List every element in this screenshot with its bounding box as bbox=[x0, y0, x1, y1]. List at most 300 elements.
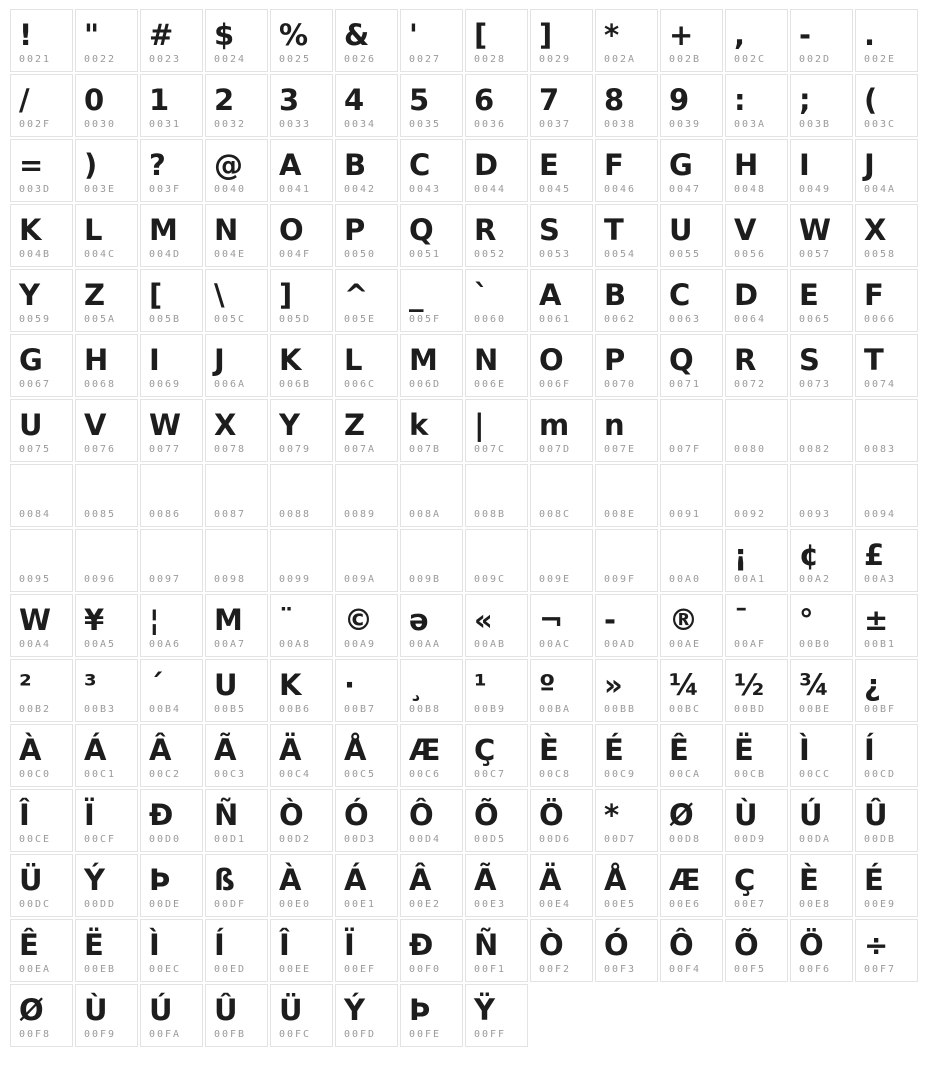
glyph: Ç bbox=[734, 863, 755, 897]
glyph: 9 bbox=[669, 83, 689, 117]
codepoint-label: 00FE bbox=[409, 1029, 442, 1040]
codepoint-label: 00CA bbox=[669, 769, 702, 780]
char-cell bbox=[205, 204, 268, 267]
glyph: Î bbox=[19, 798, 29, 832]
codepoint-label: 00D6 bbox=[539, 834, 572, 845]
glyph: Æ bbox=[409, 733, 440, 767]
glyph: Ý bbox=[84, 863, 104, 897]
char-cell bbox=[595, 919, 658, 982]
codepoint-label: 0051 bbox=[409, 249, 442, 260]
glyph: Ö bbox=[799, 928, 823, 962]
glyph: · bbox=[344, 668, 355, 702]
glyph: 7 bbox=[539, 83, 559, 117]
char-cell bbox=[660, 724, 723, 787]
codepoint-label: 00F1 bbox=[474, 964, 507, 975]
codepoint-label: 002A bbox=[604, 54, 637, 65]
glyph: Ö bbox=[539, 798, 563, 832]
glyph: Û bbox=[864, 798, 887, 832]
glyph: ] bbox=[279, 278, 292, 312]
char-cell bbox=[270, 74, 333, 137]
char-cell bbox=[595, 464, 658, 527]
glyph: % bbox=[279, 18, 308, 52]
codepoint-label: 0033 bbox=[279, 119, 312, 130]
char-cell bbox=[270, 854, 333, 917]
codepoint-label: 00C6 bbox=[409, 769, 442, 780]
char-cell bbox=[400, 204, 463, 267]
glyph: Ï bbox=[84, 798, 94, 832]
char-cell bbox=[855, 269, 918, 332]
codepoint-label: 003A bbox=[734, 119, 767, 130]
glyph: ! bbox=[19, 18, 32, 52]
glyph: ¾ bbox=[799, 668, 829, 702]
codepoint-label: 0099 bbox=[279, 574, 312, 585]
char-cell bbox=[790, 9, 853, 72]
codepoint-label: 0075 bbox=[19, 444, 52, 455]
glyph: S bbox=[799, 343, 819, 377]
char-cell bbox=[530, 334, 593, 397]
codepoint-label: 00DB bbox=[864, 834, 897, 845]
codepoint-label: 00C4 bbox=[279, 769, 312, 780]
codepoint-label: 002E bbox=[864, 54, 897, 65]
codepoint-label: 00D5 bbox=[474, 834, 507, 845]
char-cell bbox=[595, 594, 658, 657]
glyph: ´ bbox=[149, 668, 163, 702]
glyph: J bbox=[214, 343, 224, 377]
char-cell bbox=[270, 529, 333, 592]
glyph: C bbox=[409, 148, 430, 182]
char-cell bbox=[270, 269, 333, 332]
char-cell bbox=[790, 399, 853, 462]
char-cell bbox=[855, 659, 918, 722]
char-cell bbox=[140, 789, 203, 852]
char-cell bbox=[660, 854, 723, 917]
codepoint-label: 00F0 bbox=[409, 964, 442, 975]
char-cell bbox=[530, 594, 593, 657]
glyph: º bbox=[539, 668, 555, 702]
char-cell bbox=[10, 789, 73, 852]
char-cell bbox=[205, 919, 268, 982]
codepoint-label: 00C0 bbox=[19, 769, 52, 780]
glyph: O bbox=[539, 343, 563, 377]
codepoint-label: 00DF bbox=[214, 899, 247, 910]
char-cell bbox=[205, 594, 268, 657]
char-cell bbox=[465, 594, 528, 657]
char-cell bbox=[10, 659, 73, 722]
glyph: @ bbox=[214, 148, 242, 182]
glyph: Ò bbox=[279, 798, 303, 832]
char-cell bbox=[75, 594, 138, 657]
codepoint-label: 00A4 bbox=[19, 639, 52, 650]
glyph: * bbox=[604, 18, 619, 52]
char-cell bbox=[205, 984, 268, 1047]
glyph: Â bbox=[149, 733, 171, 767]
glyph: ¿ bbox=[864, 668, 880, 702]
glyph: U bbox=[19, 408, 42, 442]
char-cell bbox=[205, 529, 268, 592]
char-cell bbox=[140, 854, 203, 917]
glyph: , bbox=[734, 18, 745, 52]
codepoint-label: 00B3 bbox=[84, 704, 117, 715]
codepoint-label: 00AE bbox=[669, 639, 702, 650]
codepoint-label: 00CD bbox=[864, 769, 897, 780]
glyph: Ä bbox=[279, 733, 301, 767]
codepoint-label: 0056 bbox=[734, 249, 767, 260]
char-cell bbox=[725, 464, 788, 527]
codepoint-label: 0036 bbox=[474, 119, 507, 130]
char-cell bbox=[725, 139, 788, 202]
codepoint-label: 00C9 bbox=[604, 769, 637, 780]
codepoint-label: 00DC bbox=[19, 899, 52, 910]
codepoint-label: 00BA bbox=[539, 704, 572, 715]
codepoint-label: 0049 bbox=[799, 184, 832, 195]
char-cell bbox=[335, 139, 398, 202]
char-cell bbox=[400, 269, 463, 332]
glyph: I bbox=[149, 343, 159, 377]
char-cell bbox=[530, 919, 593, 982]
glyph: U bbox=[669, 213, 692, 247]
codepoint-label: 0045 bbox=[539, 184, 572, 195]
char-cell bbox=[270, 724, 333, 787]
char-cell bbox=[660, 919, 723, 982]
glyph: [ bbox=[474, 18, 487, 52]
codepoint-label: 00DA bbox=[799, 834, 832, 845]
codepoint-label: 00C8 bbox=[539, 769, 572, 780]
glyph: Ä bbox=[539, 863, 561, 897]
codepoint-label: 007D bbox=[539, 444, 572, 455]
codepoint-label: 00C7 bbox=[474, 769, 507, 780]
char-cell bbox=[140, 334, 203, 397]
codepoint-label: 00CE bbox=[19, 834, 52, 845]
glyph: ¥ bbox=[84, 603, 104, 637]
codepoint-label: 0026 bbox=[344, 54, 377, 65]
glyph: & bbox=[344, 18, 369, 52]
glyph: ? bbox=[149, 148, 165, 182]
char-cell bbox=[725, 74, 788, 137]
glyph: Û bbox=[214, 993, 237, 1027]
char-cell bbox=[465, 529, 528, 592]
codepoint-label: 004E bbox=[214, 249, 247, 260]
glyph: ® bbox=[669, 603, 697, 637]
codepoint-label: 0097 bbox=[149, 574, 182, 585]
char-cell bbox=[10, 399, 73, 462]
char-cell bbox=[140, 919, 203, 982]
char-cell bbox=[400, 139, 463, 202]
codepoint-label: 00B9 bbox=[474, 704, 507, 715]
char-cell bbox=[400, 9, 463, 72]
codepoint-label: 00A0 bbox=[669, 574, 702, 585]
char-cell bbox=[855, 594, 918, 657]
glyph: Ø bbox=[19, 993, 43, 1027]
glyph: C bbox=[669, 278, 690, 312]
codepoint-label: 0076 bbox=[84, 444, 117, 455]
glyph: ¬ bbox=[539, 603, 563, 637]
codepoint-label: 00E2 bbox=[409, 899, 442, 910]
char-cell bbox=[660, 659, 723, 722]
codepoint-label: 00AC bbox=[539, 639, 572, 650]
glyph: [ bbox=[149, 278, 162, 312]
codepoint-label: 00C2 bbox=[149, 769, 182, 780]
char-cell bbox=[400, 659, 463, 722]
char-cell bbox=[595, 724, 658, 787]
glyph: ¹ bbox=[474, 668, 486, 702]
glyph: É bbox=[864, 863, 883, 897]
char-cell bbox=[790, 659, 853, 722]
char-cell bbox=[790, 334, 853, 397]
char-cell bbox=[335, 984, 398, 1047]
glyph: F bbox=[864, 278, 883, 312]
char-cell bbox=[335, 854, 398, 917]
char-cell bbox=[530, 529, 593, 592]
glyph: Ý bbox=[344, 993, 364, 1027]
glyph: ǝ bbox=[409, 603, 428, 637]
glyph: G bbox=[669, 148, 692, 182]
glyph: Õ bbox=[474, 798, 498, 832]
codepoint-label: 0072 bbox=[734, 379, 767, 390]
codepoint-label: 00A2 bbox=[799, 574, 832, 585]
codepoint-label: 009A bbox=[344, 574, 377, 585]
glyph: = bbox=[19, 148, 43, 182]
char-cell bbox=[10, 594, 73, 657]
char-cell bbox=[140, 399, 203, 462]
codepoint-label: 00A5 bbox=[84, 639, 117, 650]
codepoint-label: 0064 bbox=[734, 314, 767, 325]
char-cell bbox=[530, 854, 593, 917]
glyph: E bbox=[539, 148, 558, 182]
char-cell bbox=[75, 334, 138, 397]
char-cell bbox=[75, 139, 138, 202]
glyph: D bbox=[474, 148, 498, 182]
codepoint-label: 0052 bbox=[474, 249, 507, 260]
glyph: ` bbox=[474, 278, 488, 312]
codepoint-label: 007C bbox=[474, 444, 507, 455]
char-cell bbox=[855, 139, 918, 202]
codepoint-label: 0058 bbox=[864, 249, 897, 260]
codepoint-label: 006E bbox=[474, 379, 507, 390]
codepoint-label: 005C bbox=[214, 314, 247, 325]
char-cell bbox=[790, 74, 853, 137]
glyph: Ã bbox=[474, 863, 496, 897]
glyph: | bbox=[474, 408, 484, 442]
codepoint-label: 0083 bbox=[864, 444, 897, 455]
glyph: I bbox=[799, 148, 809, 182]
char-cell bbox=[75, 529, 138, 592]
glyph: « bbox=[474, 603, 492, 637]
char-cell bbox=[855, 854, 918, 917]
codepoint-label: 009B bbox=[409, 574, 442, 585]
char-cell bbox=[400, 594, 463, 657]
char-cell bbox=[205, 789, 268, 852]
char-cell bbox=[270, 984, 333, 1047]
codepoint-label: 00EB bbox=[84, 964, 117, 975]
char-cell bbox=[465, 334, 528, 397]
codepoint-label: 00F2 bbox=[539, 964, 572, 975]
codepoint-label: 0043 bbox=[409, 184, 442, 195]
char-cell bbox=[270, 919, 333, 982]
glyph: * bbox=[604, 798, 619, 832]
char-cell bbox=[335, 9, 398, 72]
glyph: Ò bbox=[539, 928, 563, 962]
glyph: K bbox=[279, 343, 301, 377]
glyph: A bbox=[539, 278, 561, 312]
codepoint-label: 0091 bbox=[669, 509, 702, 520]
codepoint-label: 0092 bbox=[734, 509, 767, 520]
char-cell bbox=[335, 724, 398, 787]
char-cell bbox=[725, 594, 788, 657]
char-cell bbox=[595, 9, 658, 72]
glyph: P bbox=[344, 213, 365, 247]
codepoint-label: 00B8 bbox=[409, 704, 442, 715]
codepoint-label: 0089 bbox=[344, 509, 377, 520]
codepoint-label: 005B bbox=[149, 314, 182, 325]
codepoint-label: 00C1 bbox=[84, 769, 117, 780]
codepoint-label: 0082 bbox=[799, 444, 832, 455]
glyph: ¼ bbox=[669, 668, 699, 702]
codepoint-label: 0074 bbox=[864, 379, 897, 390]
char-cell bbox=[660, 399, 723, 462]
glyph: É bbox=[604, 733, 623, 767]
char-cell bbox=[660, 269, 723, 332]
glyph: Ó bbox=[344, 798, 368, 832]
codepoint-label: 00AB bbox=[474, 639, 507, 650]
codepoint-label: 00BB bbox=[604, 704, 637, 715]
codepoint-label: 00FA bbox=[149, 1029, 182, 1040]
char-cell bbox=[465, 659, 528, 722]
char-cell bbox=[335, 659, 398, 722]
codepoint-label: 00E6 bbox=[669, 899, 702, 910]
char-cell bbox=[400, 789, 463, 852]
char-cell bbox=[530, 399, 593, 462]
codepoint-label: 0022 bbox=[84, 54, 117, 65]
codepoint-label: 00B4 bbox=[149, 704, 182, 715]
glyph: 1 bbox=[149, 83, 169, 117]
glyph: : bbox=[734, 83, 745, 117]
codepoint-label: 0044 bbox=[474, 184, 507, 195]
codepoint-label: 00E8 bbox=[799, 899, 832, 910]
codepoint-label: 0027 bbox=[409, 54, 442, 65]
char-cell bbox=[790, 529, 853, 592]
codepoint-label: 00E9 bbox=[864, 899, 897, 910]
char-cell bbox=[595, 529, 658, 592]
codepoint-label: 0078 bbox=[214, 444, 247, 455]
glyph: Í bbox=[864, 733, 874, 767]
char-cell bbox=[855, 334, 918, 397]
codepoint-label: 007F bbox=[669, 444, 702, 455]
glyph: Å bbox=[344, 733, 366, 767]
codepoint-label: 004C bbox=[84, 249, 117, 260]
codepoint-label: 0039 bbox=[669, 119, 702, 130]
char-cell bbox=[10, 269, 73, 332]
char-cell bbox=[465, 724, 528, 787]
codepoint-label: 00D9 bbox=[734, 834, 767, 845]
char-cell bbox=[10, 204, 73, 267]
glyph: n bbox=[604, 408, 624, 442]
codepoint-label: 0025 bbox=[279, 54, 312, 65]
char-cell bbox=[140, 594, 203, 657]
glyph: O bbox=[279, 213, 303, 247]
glyph: K bbox=[19, 213, 41, 247]
char-cell bbox=[400, 529, 463, 592]
codepoint-label: 0041 bbox=[279, 184, 312, 195]
char-cell bbox=[660, 9, 723, 72]
codepoint-label: 003E bbox=[84, 184, 117, 195]
codepoint-label: 0047 bbox=[669, 184, 702, 195]
codepoint-label: 00D1 bbox=[214, 834, 247, 845]
glyph: Þ bbox=[149, 863, 170, 897]
glyph: J bbox=[864, 148, 874, 182]
codepoint-label: 0046 bbox=[604, 184, 637, 195]
codepoint-label: 0086 bbox=[149, 509, 182, 520]
codepoint-label: 00A1 bbox=[734, 574, 767, 585]
char-cell bbox=[465, 74, 528, 137]
codepoint-label: 003C bbox=[864, 119, 897, 130]
char-cell bbox=[205, 399, 268, 462]
glyph: Ê bbox=[669, 733, 688, 767]
char-cell bbox=[530, 464, 593, 527]
glyph: ¨ bbox=[279, 603, 293, 637]
codepoint-label: 006A bbox=[214, 379, 247, 390]
char-cell bbox=[855, 204, 918, 267]
codepoint-label: 00B2 bbox=[19, 704, 52, 715]
char-cell bbox=[595, 139, 658, 202]
char-cell bbox=[75, 854, 138, 917]
char-cell bbox=[725, 789, 788, 852]
glyph: M bbox=[149, 213, 177, 247]
char-cell bbox=[10, 334, 73, 397]
glyph: H bbox=[84, 343, 108, 377]
char-cell bbox=[75, 789, 138, 852]
codepoint-label: 009E bbox=[539, 574, 572, 585]
glyph: V bbox=[734, 213, 756, 247]
char-cell bbox=[10, 74, 73, 137]
glyph: ² bbox=[19, 668, 31, 702]
glyph: Í bbox=[214, 928, 224, 962]
glyph: + bbox=[669, 18, 693, 52]
codepoint-label: 0067 bbox=[19, 379, 52, 390]
glyph: 0 bbox=[84, 83, 104, 117]
glyph: Ë bbox=[734, 733, 753, 767]
codepoint-label: 00F5 bbox=[734, 964, 767, 975]
glyph: L bbox=[84, 213, 102, 247]
glyph: À bbox=[19, 733, 41, 767]
glyph: Ã bbox=[214, 733, 236, 767]
codepoint-label: 00DD bbox=[84, 899, 117, 910]
char-cell bbox=[10, 139, 73, 202]
codepoint-label: 0050 bbox=[344, 249, 377, 260]
glyph: Å bbox=[604, 863, 626, 897]
char-cell bbox=[335, 399, 398, 462]
char-cell bbox=[790, 139, 853, 202]
char-cell bbox=[205, 74, 268, 137]
codepoint-label: 009F bbox=[604, 574, 637, 585]
codepoint-label: 00AA bbox=[409, 639, 442, 650]
char-cell bbox=[660, 789, 723, 852]
codepoint-label: 0062 bbox=[604, 314, 637, 325]
glyph: Ô bbox=[669, 928, 693, 962]
char-cell bbox=[140, 659, 203, 722]
char-cell bbox=[335, 74, 398, 137]
glyph: A bbox=[279, 148, 301, 182]
char-cell bbox=[10, 984, 73, 1047]
char-cell bbox=[75, 269, 138, 332]
char-cell bbox=[270, 399, 333, 462]
codepoint-label: 005E bbox=[344, 314, 377, 325]
codepoint-label: 00C5 bbox=[344, 769, 377, 780]
glyph: V bbox=[84, 408, 106, 442]
char-cell bbox=[660, 464, 723, 527]
codepoint-label: 0063 bbox=[669, 314, 702, 325]
glyph: $ bbox=[214, 18, 234, 52]
char-cell bbox=[465, 789, 528, 852]
